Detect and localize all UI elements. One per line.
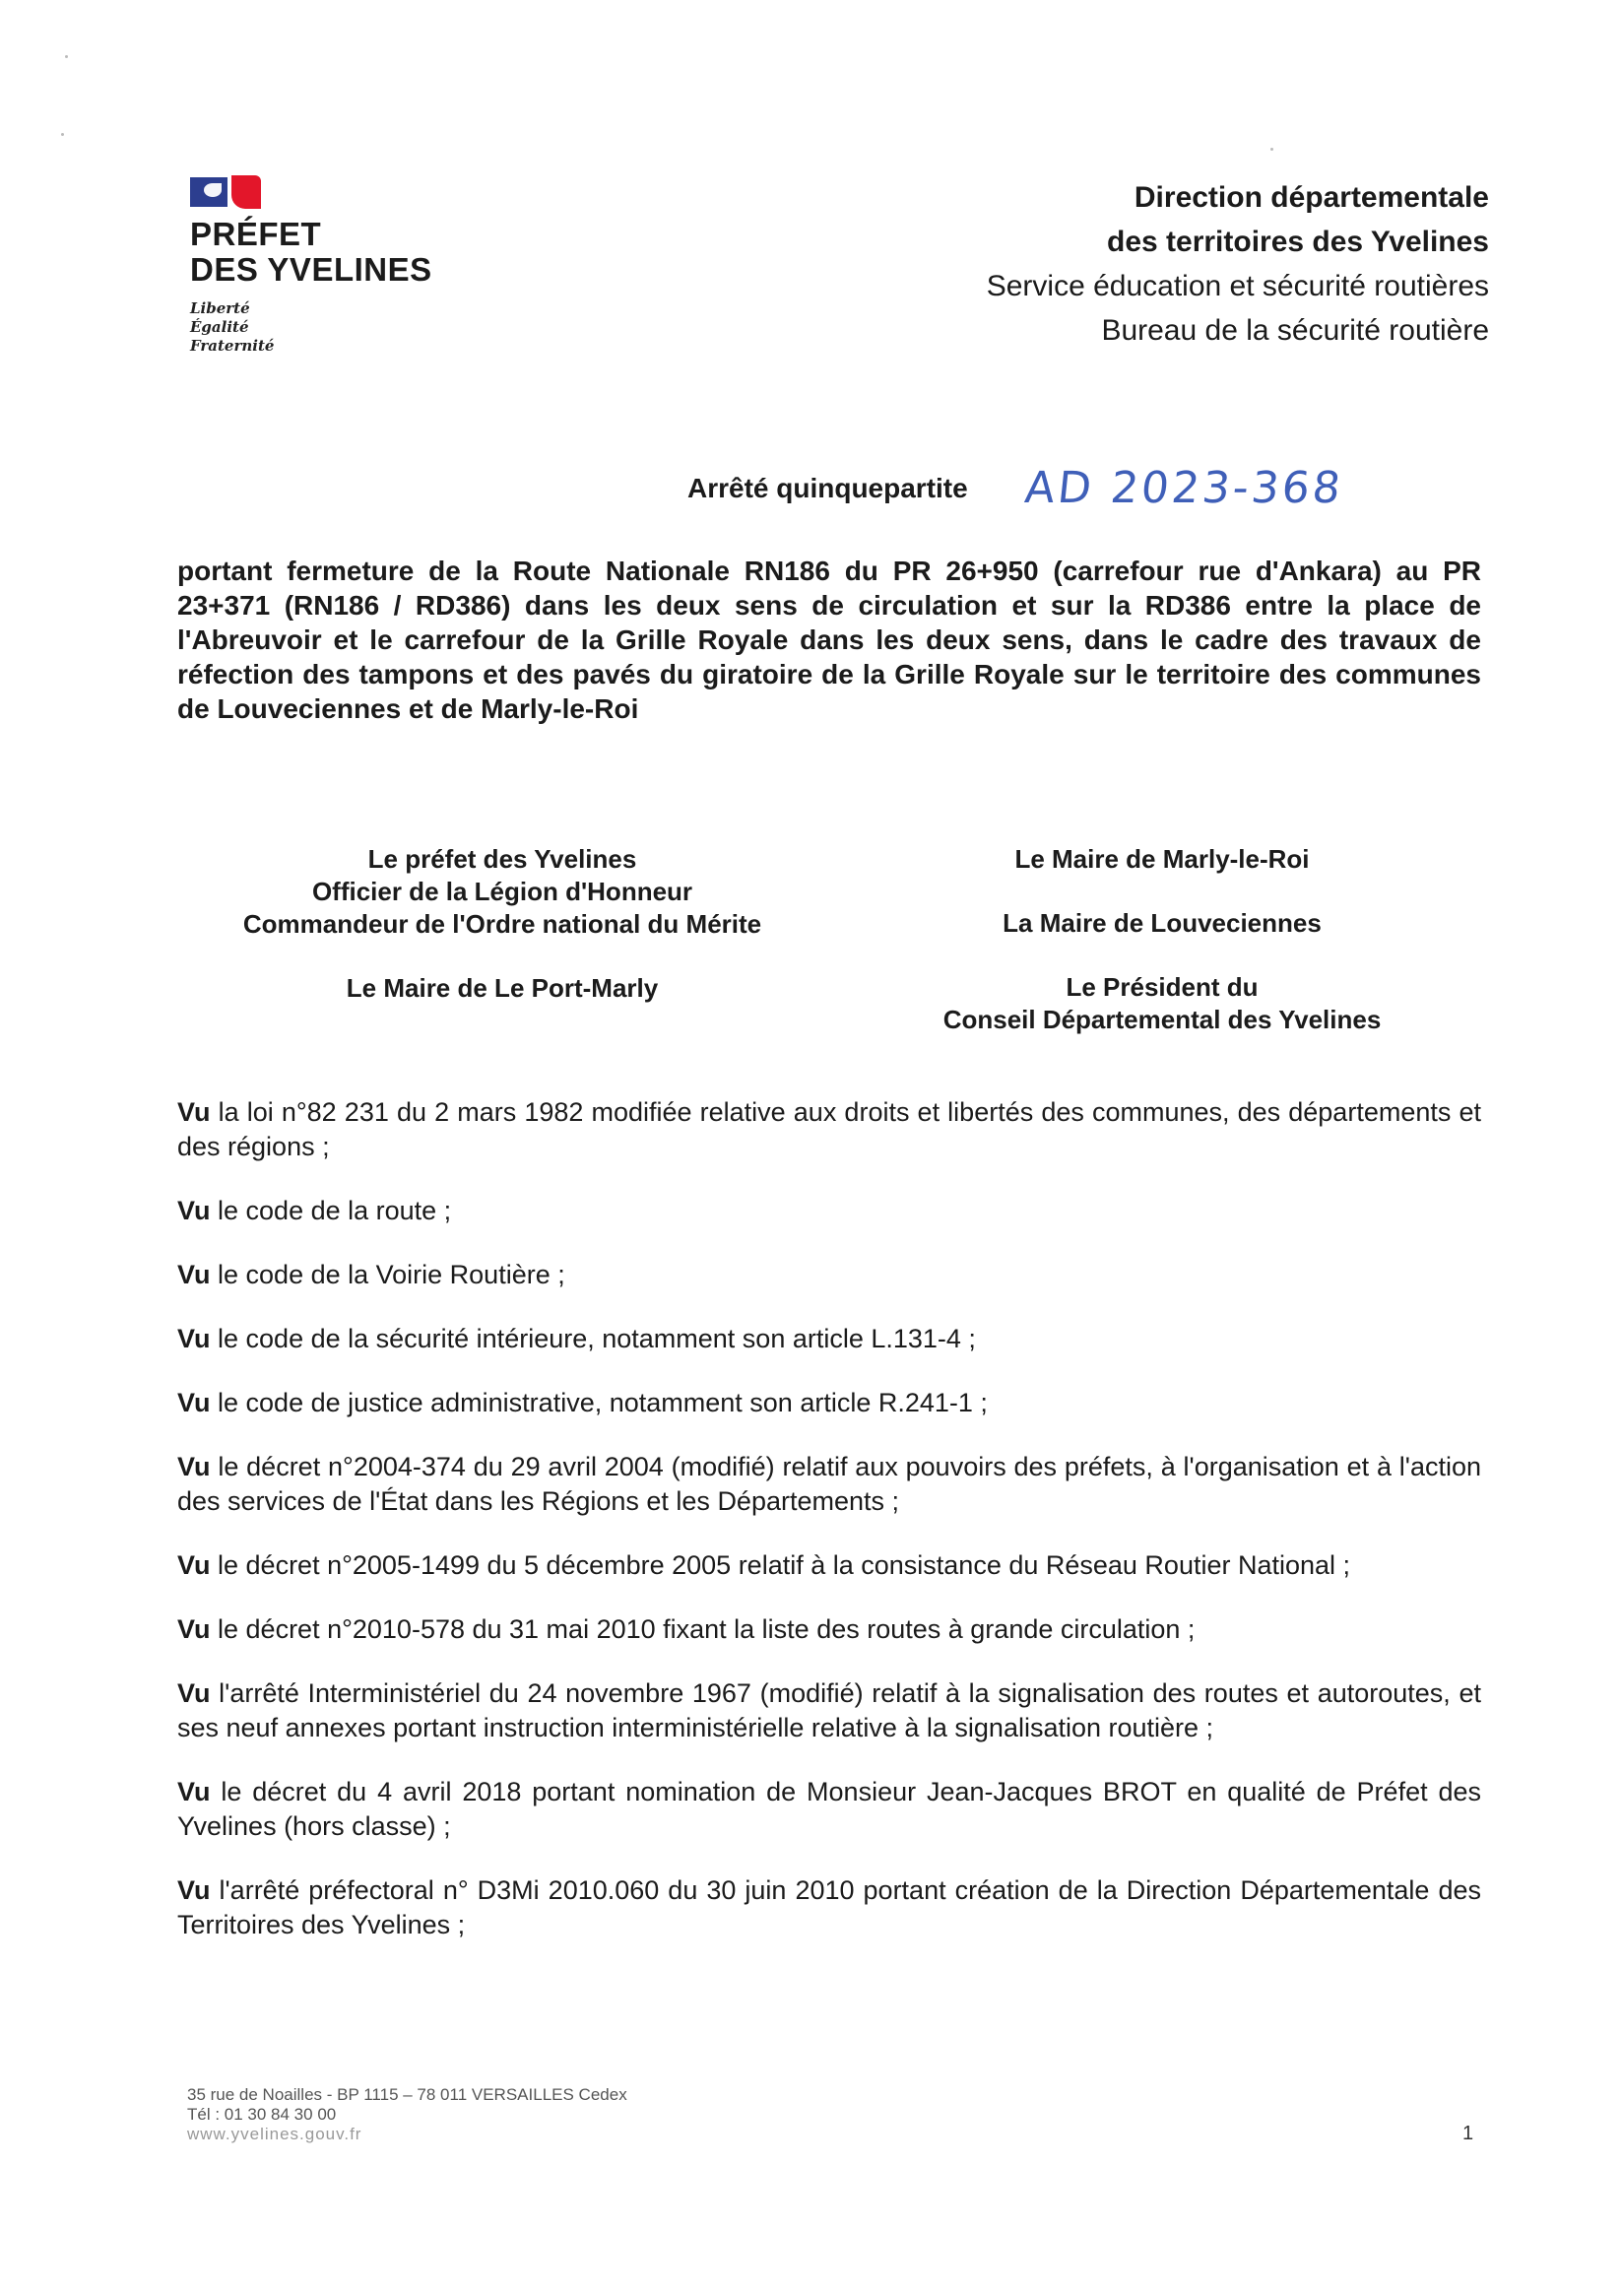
motto-line: Fraternité — [190, 337, 275, 355]
vu-clause — [177, 1612, 1481, 1647]
vu-keyword: Vu — [177, 1875, 211, 1905]
marianne-blue-part — [190, 177, 227, 207]
authorities-left — [177, 843, 827, 1005]
vu-clause — [177, 1194, 1481, 1228]
service-line: Direction départementale — [1134, 181, 1489, 214]
marianne-flag-icon — [190, 175, 446, 209]
marianne-red-part — [231, 175, 261, 209]
footer-phone: Tél : 01 30 84 30 00 — [187, 2105, 337, 2124]
arrete-title — [687, 463, 1346, 513]
scan-speck — [65, 55, 68, 58]
vu-keyword: Vu — [177, 1777, 211, 1806]
footer-address: 35 rue de Noailles - BP 1115 – 78 011 VERSAILLES Cedex — [187, 2085, 627, 2104]
authority-line: Conseil Départemental des Yvelines — [942, 1005, 1382, 1034]
vu-clause — [177, 1095, 1481, 1164]
authority-line: Officier de la Légion d'Honneur — [311, 877, 693, 906]
republic-motto — [190, 299, 446, 356]
vu-clause — [177, 1450, 1481, 1519]
scan-speck — [1270, 148, 1273, 151]
vu-clause — [177, 1322, 1481, 1356]
motto-line: Égalité — [190, 318, 249, 336]
vu-clause — [177, 1775, 1481, 1844]
motto-line: Liberté — [190, 299, 250, 317]
vu-text: le code de la Voirie Routière ; — [218, 1260, 565, 1289]
vu-keyword: Vu — [177, 1260, 211, 1289]
vu-keyword: Vu — [177, 1324, 211, 1353]
prefet-title — [190, 217, 446, 288]
vu-clause — [177, 1873, 1481, 1942]
signing-authorities — [177, 843, 1481, 1040]
legal-references — [177, 1095, 1481, 1972]
arrete-number-handwritten: AD 2023-368 — [1022, 463, 1346, 513]
vu-text: la loi n°82 231 du 2 mars 1982 modifiée relative aux droits et libertés des communes, des départements et des régions ; — [177, 1097, 1481, 1161]
vu-keyword: Vu — [177, 1550, 211, 1580]
scan-speck — [61, 133, 64, 136]
authority-line: La Maire de Louveciennes — [1003, 908, 1322, 938]
vu-text: le décret n°2004-374 du 29 avril 2004 (modifié) relatif aux pouvoirs des préfets, à l'organisation et à l'action des services de l'État dans les Régions et les Départements ; — [177, 1452, 1481, 1516]
vu-clause — [177, 1386, 1481, 1420]
vu-clause — [177, 1258, 1481, 1292]
vu-keyword: Vu — [177, 1388, 211, 1417]
issuing-service — [987, 175, 1489, 353]
service-line: Service éducation et sécurité routières — [986, 270, 1489, 302]
prefet-logo-block — [190, 175, 446, 356]
authority-line: Le Président du — [1066, 972, 1259, 1002]
vu-clause — [177, 1676, 1481, 1745]
arrete-label: Arrêté quinquepartite — [687, 472, 968, 503]
prefet-title-line: DES YVELINES — [190, 251, 432, 288]
authority-line: Le Maire de Marly-le-Roi — [1014, 844, 1310, 874]
page-footer — [187, 2085, 627, 2144]
vu-keyword: Vu — [177, 1196, 211, 1225]
vu-text: le code de la sécurité intérieure, notamment son article L.131-4 ; — [218, 1324, 976, 1353]
arrete-subject: portant fermeture de la Route Nationale RN186 du PR 26+950 (carrefour rue d'Ankara) au PR 23+371 (RN186 / RD386) dans les deux sens de circulation et sur la RD386 entre la place de l'Abreuvoir et le carrefour de la Grille Royale dans les deux sens, dans le cadre des travaux de réfection des tampons et des pavés du giratoire de la Grille Royale sur le territoire des communes de Louveciennes et de Marly-le-Roi — [177, 556, 1481, 724]
service-line: Bureau de la sécurité routière — [1101, 314, 1489, 347]
vu-keyword: Vu — [177, 1678, 211, 1708]
service-line: des territoires des Yvelines — [1107, 226, 1489, 258]
vu-clause — [177, 1548, 1481, 1583]
vu-keyword: Vu — [177, 1614, 211, 1644]
authority-line: Le Maire de Le Port-Marly — [346, 973, 659, 1003]
authority-line: Le préfet des Yvelines — [367, 844, 637, 874]
authorities-right — [847, 843, 1477, 1036]
vu-text: le décret du 4 avril 2018 portant nomination de Monsieur Jean-Jacques BROT en qualité de Préfet des Yvelines (hors classe) ; — [177, 1777, 1481, 1841]
vu-text: le décret n°2005-1499 du 5 décembre 2005 relatif à la consistance du Réseau Routier National ; — [218, 1550, 1351, 1580]
vu-text: l'arrêté Interministériel du 24 novembre 1967 (modifié) relatif à la signalisation des routes et autoroutes, et ses neuf annexes portant instruction interministérielle relative à la signalisation routière ; — [177, 1678, 1481, 1742]
authority-line: Commandeur de l'Ordre national du Mérite — [242, 909, 762, 939]
footer-website: www.yvelines.gouv.fr — [187, 2125, 362, 2143]
page-number: 1 — [1462, 2123, 1474, 2144]
vu-keyword: Vu — [177, 1452, 211, 1481]
prefet-title-line: PRÉFET — [190, 216, 322, 252]
vu-text: le code de justice administrative, notamment son article R.241-1 ; — [218, 1388, 988, 1417]
vu-text: le code de la route ; — [218, 1196, 452, 1225]
vu-text: l'arrêté préfectoral n° D3Mi 2010.060 du 30 juin 2010 portant création de la Direction Départementale des Territoires des Yvelines ; — [177, 1875, 1481, 1939]
vu-keyword: Vu — [177, 1097, 211, 1127]
vu-text: le décret n°2010-578 du 31 mai 2010 fixant la liste des routes à grande circulation ; — [218, 1614, 1196, 1644]
